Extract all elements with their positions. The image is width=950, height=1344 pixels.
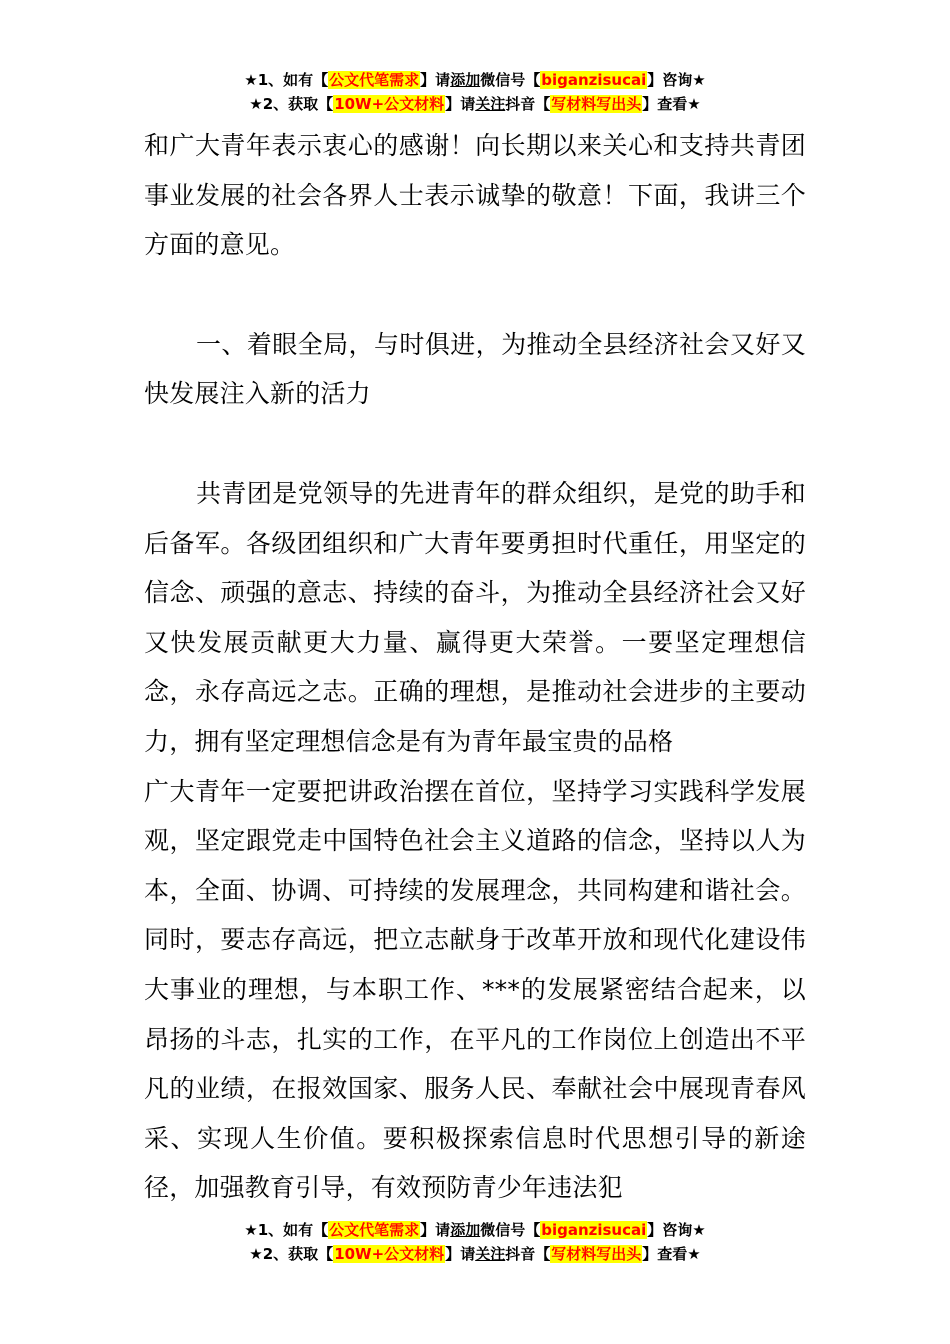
highlight-service: 公文代笔需求 [329, 1221, 420, 1239]
highlight-douyin: 写材料写出头 [551, 95, 642, 113]
paragraph-main: 共青团是党领导的先进青年的群众组织，是党的助手和后备军。各级团组织和广大青年要勇担时代重任，用坚定的信念、顽强的意志、持续的奋斗，为推动全县经济社会又好又快发展贡献更大力量、赢得更大荣誉。一要坚定理想信念，永存高远之志。正确的理想，是推动社会进步的主要动力，拥有坚定理想信念是有为青年最宝贵的品格 [144, 478, 806, 756]
document-body [144, 121, 806, 1213]
paragraph-continuation: 和广大青年表示衷心的感谢！向长期以来关心和支持共青团事业发展的社会各界人士表示诚挚的敬意！下面，我讲三个方面的意见。 [144, 131, 806, 260]
footer-banner [0, 1218, 950, 1266]
banner-line-1: ★1、如有【公文代笔需求】请添加微信号【biganzisucai】咨询★ [244, 71, 706, 89]
highlight-douyin: 写材料写出头 [551, 1245, 642, 1263]
highlight-materials: 10W+公文材料 [334, 1245, 445, 1263]
banner-line-2: ★2、获取【10W+公文材料】请关注抖音【写材料写出头】查看★ [249, 95, 701, 113]
highlight-service: 公文代笔需求 [329, 71, 420, 89]
paragraph-main-continued: 广大青年一定要把讲政治摆在首位，坚持学习实践科学发展观，坚定跟党走中国特色社会主义道路的信念，坚持以人为本，全面、协调、可持续的发展理念，共同构建和谐社会。同时，要志存高远，把立志献身于改革开放和现代化建设伟大事业的理想，与本职工作、***的发展紧密结合起来，以昂扬的斗志，扎实的工作，在平凡的工作岗位上创造出不平凡的业绩，在报效国家、服务人民、奉献社会中展现青春风采、实现人生价值。要积极探索信息时代思想引导的新途径，加强教育引导，有效预防青少年违法犯 [144, 776, 806, 1203]
section-heading-1: 一、着眼全局，与时俱进，为推动全县经济社会又好又快发展注入新的活力 [144, 329, 806, 409]
highlight-wechat-id: biganzisucai [541, 71, 647, 89]
banner-line-2: ★2、获取【10W+公文材料】请关注抖音【写材料写出头】查看★ [249, 1245, 701, 1263]
highlight-materials: 10W+公文材料 [334, 95, 445, 113]
highlight-wechat-id: biganzisucai [541, 1221, 647, 1239]
paragraph-gap [144, 270, 806, 320]
banner-line-1: ★1、如有【公文代笔需求】请添加微信号【biganzisucai】咨询★ [244, 1221, 706, 1239]
header-banner [0, 68, 950, 116]
paragraph-gap [144, 419, 806, 469]
